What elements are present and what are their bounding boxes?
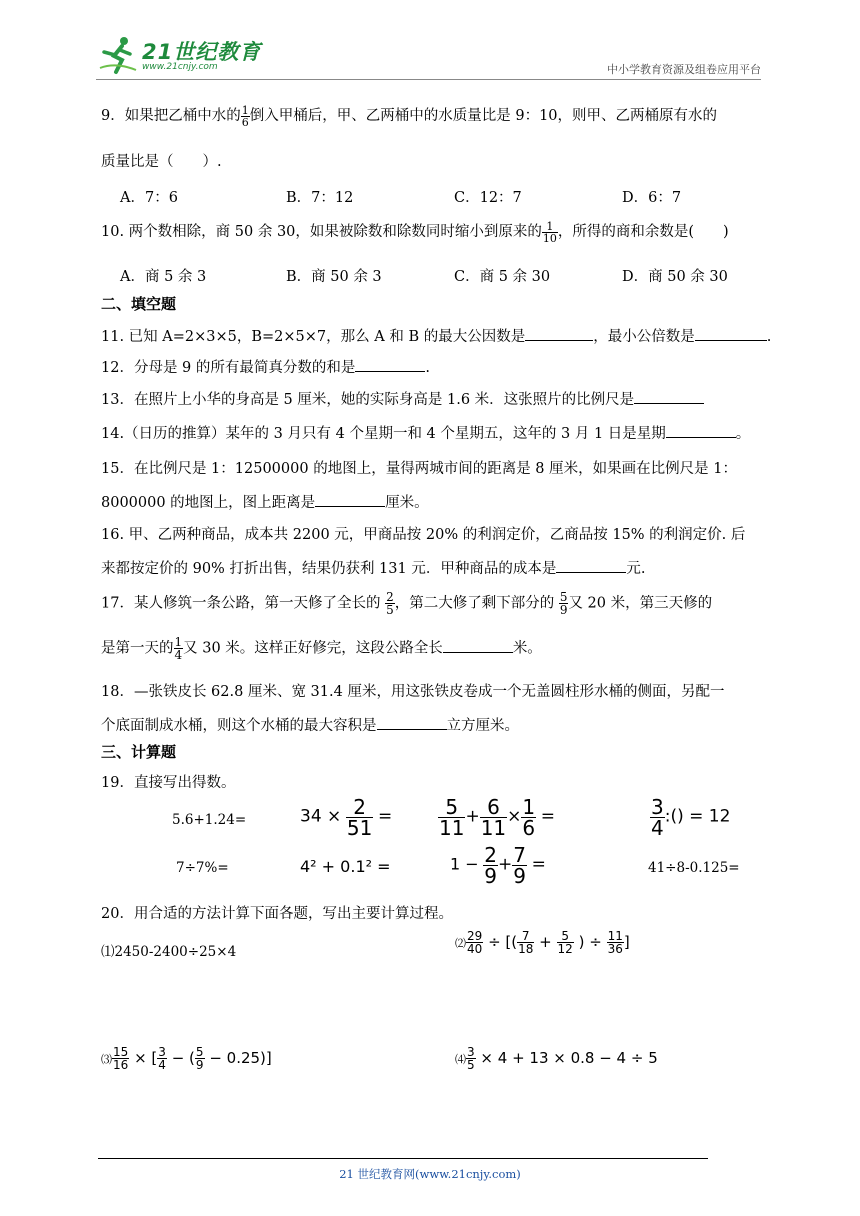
question-11: 11. 已知 A=2×3×5，B=2×5×7，那么 A 和 B 的最大公因数是 ，最小公倍数是 . — [101, 325, 771, 346]
footer-source[interactable]: 21 世纪教育网(www.21cnjy.com) — [339, 1167, 521, 1181]
section-title-fill-in: 二、填空题 — [101, 295, 177, 313]
question-9-line-1: 9．如果把乙桶中水的 $\frac{1}{6}$ 倒入甲桶后，甲、乙两桶中的水质量比是 9：10，则甲、乙两桶原有水的 — [101, 103, 718, 129]
question-20-title: 20．用合适的方法计算下面各题，写出主要计算过程。 — [101, 906, 453, 922]
header-divider — [96, 79, 761, 80]
fraction: $\frac{5}{9}$ — [559, 590, 568, 617]
calc-item-5: 7÷7%= — [176, 860, 229, 876]
question-17-line-2: 是第一天的 $\frac{1}{4}$ 又 30 米。这样正好修完，这段公路全长 米。 — [101, 635, 542, 662]
answer-blank[interactable] — [695, 326, 767, 341]
question-9-option-b: B．7：12 — [286, 190, 354, 206]
logo-url: www.21cnjy.com — [142, 62, 218, 72]
question-9-option-a: A．7：6 — [120, 190, 178, 206]
question-10-option-d: D．商 50 余 30 — [622, 269, 728, 285]
question-16-line-2: 来都按定价的 90% 打折出售，结果仍获利 131 元．甲种商品的成本是 元. — [101, 557, 645, 578]
header-platform-name: 中小学教育资源及组卷应用平台 — [607, 63, 761, 76]
question-9-line-2: 质量比是（ ）. — [101, 154, 222, 170]
answer-blank[interactable] — [377, 715, 447, 730]
fraction: $\frac{1}{6}$ — [241, 103, 249, 129]
answer-blank[interactable] — [556, 558, 626, 573]
question-10-option-c: C．商 5 余 30 — [454, 269, 551, 285]
q20-problem-3: ⑶ $\frac{15}{16}$ × [ $\frac{3}{4}$ − ( $\frac{5}{9}$ − 0.25)] — [101, 1045, 272, 1072]
question-19-title: 19．直接写出得数。 — [101, 775, 236, 791]
answer-blank[interactable] — [634, 389, 704, 404]
answer-blank[interactable] — [443, 638, 513, 653]
question-10-line-1: 10. 两个数相除，商 50 余 30，如果被除数和除数同时缩小到原来的 $\frac{1}{10}$ ，所得的商和余数是( ) — [101, 219, 729, 245]
section-title-calculation: 三、计算题 — [101, 743, 177, 761]
question-12: 12．分母是 9 的所有最简真分数的和是 . — [101, 356, 430, 377]
calc-item-4: $\frac{3}{4}$ :() = 12 — [651, 795, 731, 840]
question-10-option-b: B．商 50 余 3 — [286, 269, 382, 285]
calc-item-7: 1 − $\frac{2}{9}$ + $\frac{7}{9}$ = — [450, 843, 546, 888]
question-15-line-2: 8000000 的地图上，图上距离是 厘米。 — [101, 491, 429, 512]
calc-item-8: 41÷8-0.125= — [648, 860, 740, 876]
question-18-line-1: 18．—张铁皮长 62.8 厘米、宽 31.4 厘米，用这张铁皮卷成一个无盖圆柱形水桶的侧面，另配一 — [101, 684, 725, 700]
calc-item-6: 4² + 0.1² = — [300, 857, 391, 876]
fraction: $\frac{1}{4}$ — [174, 635, 183, 662]
question-15-line-1: 15．在比例尺是 1：12500000 的地图上，量得两城市间的距离是 8 厘米，如果画在比例尺是 1： — [101, 461, 737, 477]
calc-item-1: 5.6+1.24= — [172, 812, 247, 828]
answer-blank[interactable] — [525, 326, 593, 341]
question-9-option-d: D．6：7 — [622, 190, 682, 206]
site-logo — [96, 34, 276, 78]
answer-blank[interactable] — [315, 492, 385, 507]
answer-blank[interactable] — [355, 357, 425, 372]
page-header — [96, 34, 761, 80]
question-16-line-1: 16. 甲、乙两种商品，成本共 2200 元，甲商品按 20% 的利润定价，乙商品按 15% 的利润定价. 后 — [101, 527, 746, 543]
logo-text: 21世纪教育 — [142, 40, 262, 64]
question-18-line-2: 个底面制成水桶，则这个水桶的最大容积是 立方厘米。 — [101, 714, 519, 735]
fraction: $\frac{2}{5}$ — [386, 590, 394, 617]
q20-problem-4: ⑷ $\frac{3}{5}$ × 4 + 13 × 0.8 − 4 ÷ 5 — [455, 1045, 658, 1072]
calc-item-3: $\frac{5}{11}$ + $\frac{6}{11}$ × $\frac{1}{6}$ = — [439, 795, 555, 840]
q20-problem-2: ⑵ $\frac{29}{40}$ ÷ [( $\frac{7}{18}$ + $\frac{5}{12}$ ) ÷ $\frac{11}{36}$ ] — [455, 929, 630, 956]
calc-item-2: 34 × $\frac{2}{51}$ = — [300, 795, 393, 840]
question-14: 14.（日历的推算）某年的 3 月只有 4 个星期一和 4 个星期五，这年的 3 月 1 日是星期 。 — [101, 422, 750, 443]
answer-blank[interactable] — [666, 423, 736, 438]
footer-divider — [98, 1158, 708, 1159]
question-13: 13．在照片上小华的身高是 5 厘米，她的实际身高是 1.6 米．这张照片的比例尺是 — [101, 388, 704, 409]
q20-problem-1: ⑴2450-2400÷25×4 — [101, 944, 237, 960]
question-9-option-c: C．12：7 — [454, 190, 522, 206]
fraction: $\frac{1}{10}$ — [542, 219, 557, 245]
question-10-option-a: A．商 5 余 3 — [120, 269, 207, 285]
runner-logo-icon — [96, 34, 140, 78]
question-17-line-1: 17．某人修筑一条公路，第一天修了全长的 $\frac{2}{5}$ ，第二大修了剩下部分的 $\frac{5}{9}$ 又 20 米，第三天修的 — [101, 590, 713, 617]
